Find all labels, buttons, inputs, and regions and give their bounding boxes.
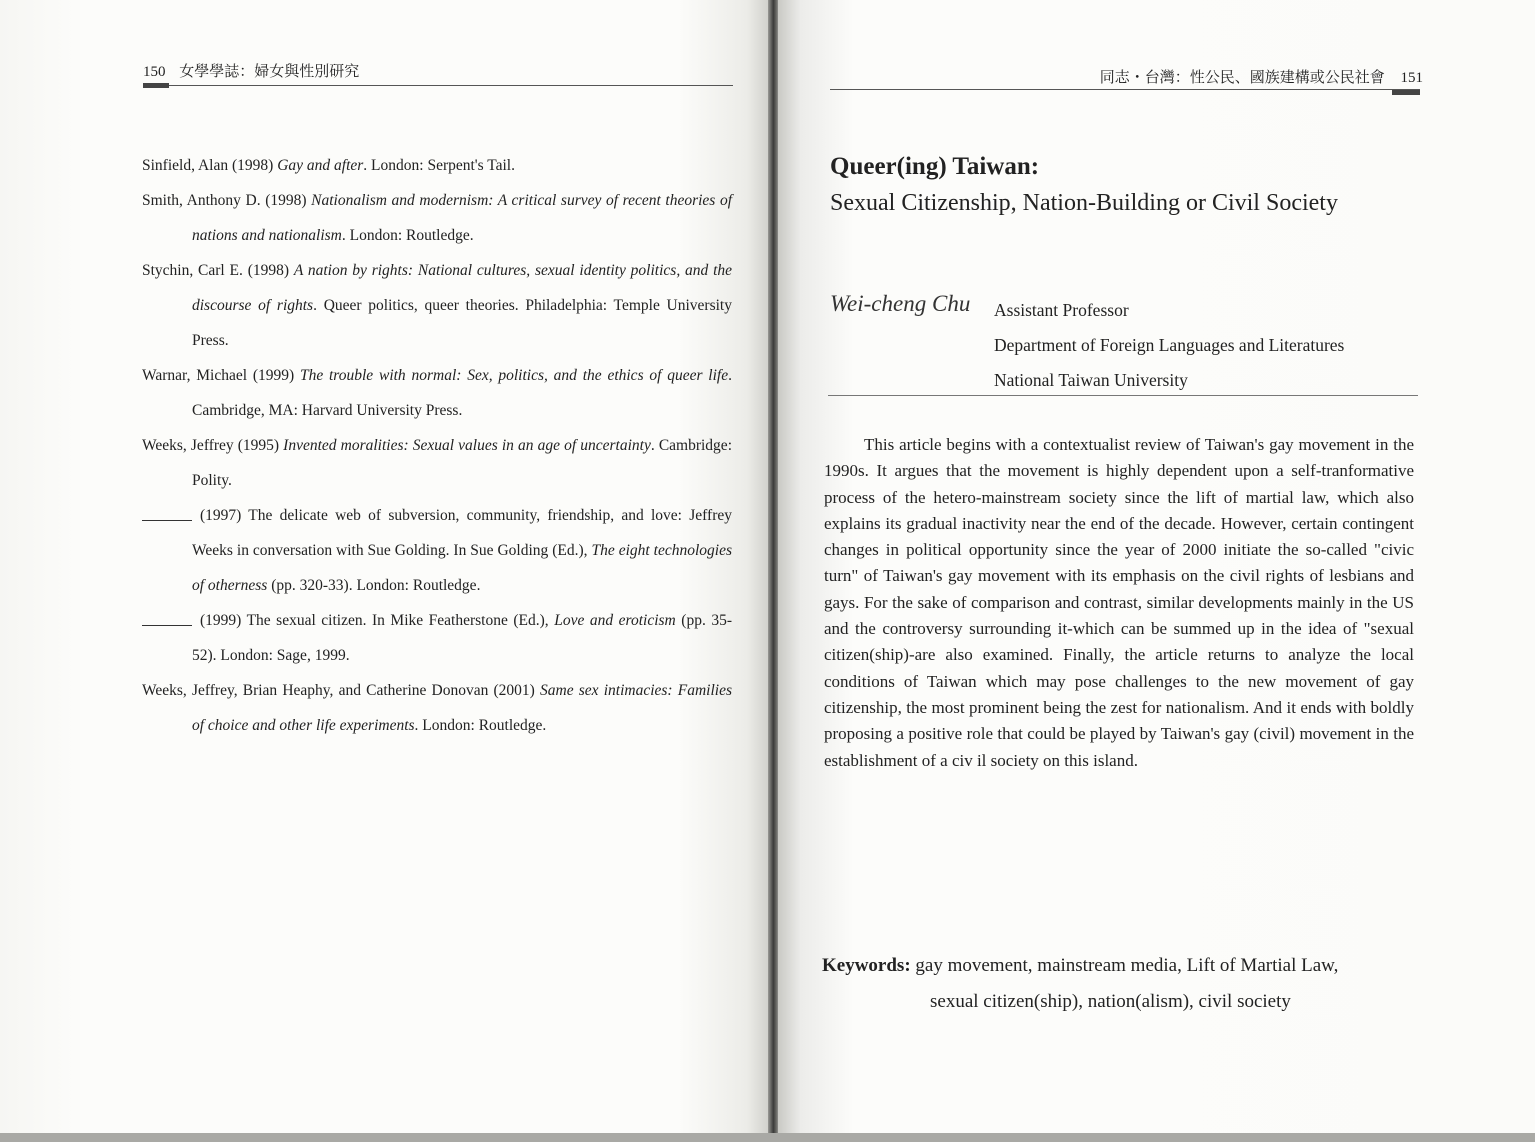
reference-entry: Sinfield, Alan (1998) Gay and after. London: Serpent's Tail.	[142, 157, 515, 174]
reference-entry: (1999) The sexual citizen. In Mike Featherstone (Ed.), Love and eroticism (pp. 35-52). London: Sage, 1999.	[142, 603, 732, 673]
reference-entry: Stychin, Carl E. (1998) A nation by rights: National cultures, sexual identity politics, and the discourse of rights. Queer politics, queer theories. Philadelphia: Temple University Press.	[142, 262, 733, 349]
reference-entry: Smith, Anthony D. (1998) Nationalism and modernism: A critical survey of recent theories of nations and nationalism. London: Routledge.	[142, 192, 732, 244]
right-article-title-head: 同志・台灣：性公民、國族建構或公民社會	[1099, 70, 1385, 86]
affiliation-line: Assistant Professor	[994, 300, 1129, 320]
right-header-rule	[830, 89, 1420, 90]
article-subtitle: Sexual Citizenship, Nation-Building or Civil Society	[830, 190, 1338, 216]
reference-entry: Weeks, Jeffrey, Brian Heaphy, and Catherine Donovan (2001) Same sex intimacies: Families of choice and other life experiments. London: Routledge.	[142, 682, 732, 734]
reference-entry: (1997) The delicate web of subversion, community, friendship, and love: Jeffrey Weeks in conversation with Sue Golding. In Sue Golding (Ed.), The eight technologies of otherness (pp. 320-33). London: Routledge.	[142, 498, 732, 603]
right-page	[778, 0, 1535, 1135]
right-running-head	[1100, 66, 1423, 87]
reference-list	[142, 148, 732, 743]
right-page-number: 151	[1400, 70, 1423, 86]
affiliation-line: National Taiwan University	[994, 370, 1188, 390]
page-bottom-edge	[0, 1133, 1535, 1142]
author-name: Wei-cheng Chu	[830, 291, 971, 316]
repeated-author-dash	[142, 512, 192, 521]
left-running-head	[143, 60, 359, 81]
author-block-rule	[828, 395, 1418, 396]
article-title: Queer(ing) Taiwan:	[830, 153, 1040, 180]
left-journal-title: 女學學誌：婦女與性別研究	[179, 64, 360, 80]
reference-entry: Weeks, Jeffrey (1995) Invented moralities: Sexual values in an age of uncertainty. Cambridge: Polity.	[142, 437, 732, 489]
keywords-line-1: gay movement, mainstream media, Lift of Martial Law,	[915, 955, 1339, 976]
left-header-tab	[143, 83, 169, 88]
affiliation-line: Department of Foreign Languages and Literatures	[994, 335, 1345, 355]
left-header-rule	[143, 85, 733, 86]
abstract-text: This article begins with a contextualist review of Taiwan's gay movement in the 1990s. It argues that the movement is highly dependent upon a self-tranformative process of the hetero-mainstream society since the lift of martial law, which also explains its gradual inactivity near the end of the decade. However, certain contingent changes in political opportunity since the year of 2000 initiate the so-called "civic turn" of Taiwan's gay movement with its emphasis on the civil rights of lesbians and gays. For the sake of comparison and contrast, similar developments mainly in the US and the controversy surrounding it-which can be summed up in the idea of "sexual citizen(ship)-are also examined. Finally, the article returns to analyze the local conditions of Taiwan which may pose challenges to the new movement of gay citizenship, the most prominent being the zest for nationalism. And it ends with boldly proposing a positive role that could be played by Taiwan's gay (civil) movement in the establishment of a civ il society on this island.	[824, 435, 1414, 770]
left-page-number: 150	[143, 64, 166, 80]
reference-entry: Warnar, Michael (1999) The trouble with normal: Sex, politics, and the ethics of queer life. Cambridge, MA: Harvard University Press.	[142, 367, 732, 419]
keywords-label: Keywords:	[822, 955, 911, 976]
left-page	[0, 0, 770, 1135]
right-header-tab	[1392, 90, 1420, 95]
author-affiliation	[994, 293, 1344, 398]
keywords-block	[822, 948, 1414, 1020]
repeated-author-dash	[142, 617, 192, 626]
keywords-line-2: sexual citizen(ship), nation(alism), civil society	[930, 991, 1291, 1012]
